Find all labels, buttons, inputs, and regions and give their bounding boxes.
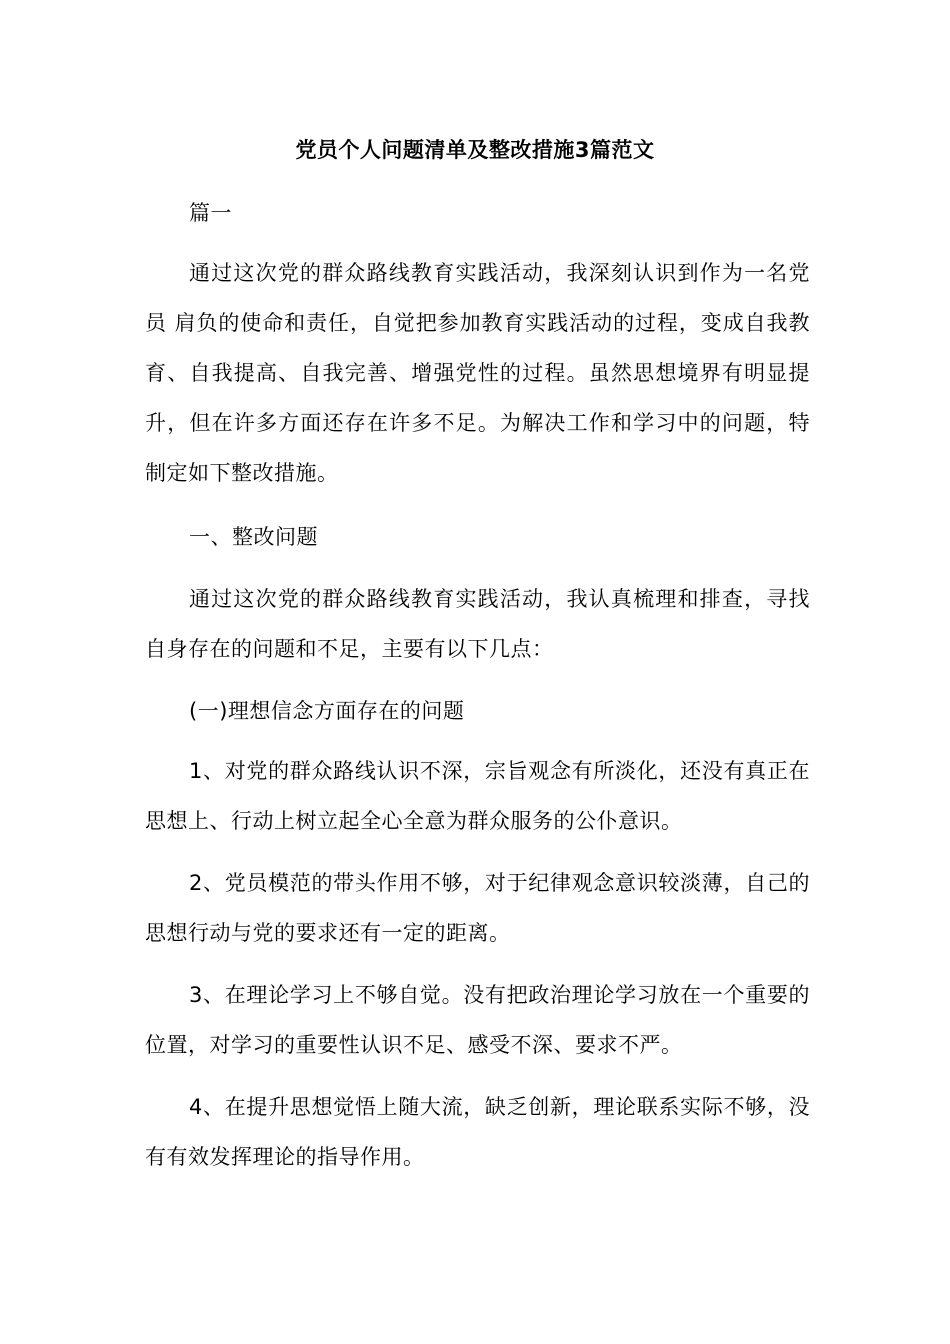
subsection-heading: (一)理想信念方面存在的问题 <box>189 699 465 723</box>
body-paragraph: 通过这次党的群众路线教育实践活动，我认真梳理和排查，寻找自身存在的问题和不足，主要有以下几点： <box>145 587 810 661</box>
list-item: 2、党员模范的带头作用不够，对于纪律观念意识较淡薄，自己的思想行动与党的要求还有一定的距离。 <box>145 871 810 945</box>
document-title: 党员个人问题清单及整改措施3篇范文 <box>295 138 655 162</box>
list-item: 1、对党的群众路线认识不深，宗旨观念有所淡化，还没有真正在思想上、行动上树立起全心全意为群众服务的公仆意识。 <box>145 759 810 833</box>
list-item: 3、在理论学习上不够自觉。没有把政治理论学习放在一个重要的位置，对学习的重要性认识不足、感受不深、要求不严。 <box>145 983 810 1057</box>
section-label: 篇一 <box>189 201 232 225</box>
list-item: 4、在提升思想觉悟上随大流，缺乏创新，理论联系实际不够，没有有效发挥理论的指导作用。 <box>145 1095 810 1169</box>
section-heading: 一、整改问题 <box>189 525 318 549</box>
intro-paragraph: 通过这次党的群众路线教育实践活动，我深刻认识到作为一名党员 肩负的使命和责任，自觉把参加教育实践活动的过程，变成自我教育、自我提高、自我完善、增强党性的过程。虽然思想境界有明显提升，但在许多方面还存在许多不足。为解决工作和学习中的问题，特制定如下整改措施。 <box>145 261 810 485</box>
